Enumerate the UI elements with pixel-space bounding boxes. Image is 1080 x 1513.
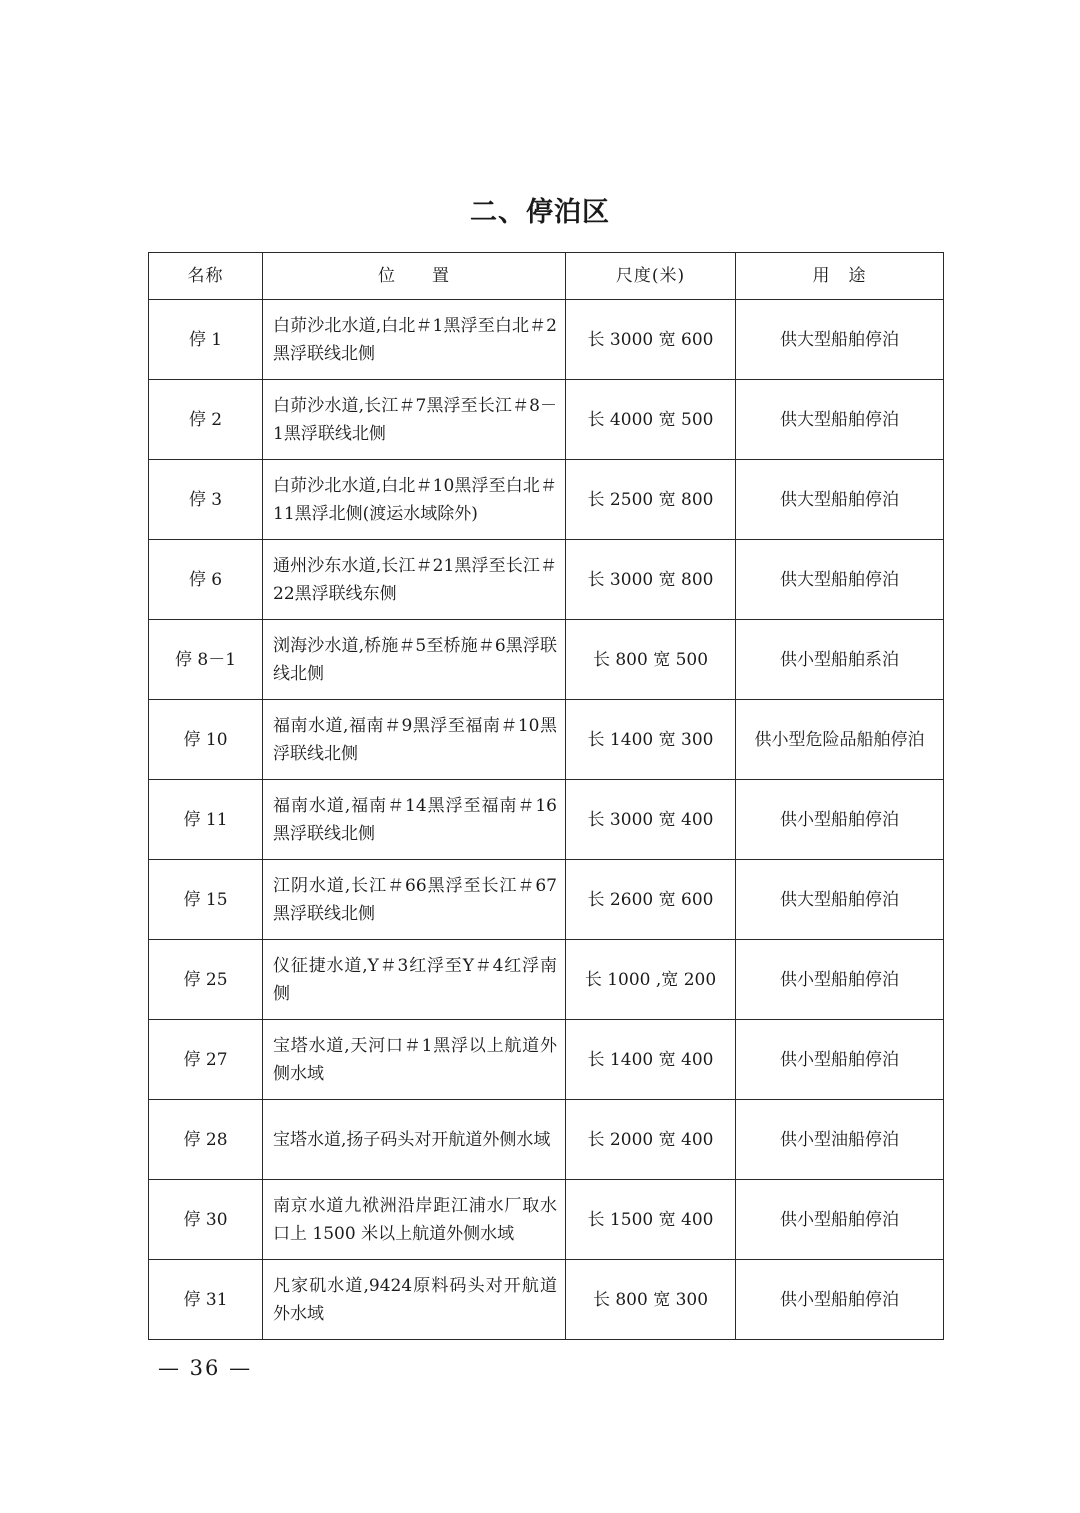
berth-size: 长 800 宽 300 bbox=[566, 1260, 736, 1340]
page-number: — 36 — bbox=[158, 1356, 253, 1380]
berth-position: 凡家矶水道,9424原料码头对开航道外水域 bbox=[263, 1260, 566, 1340]
berth-use: 供小型船舶停泊 bbox=[736, 940, 944, 1020]
berth-size: 长 3000 宽 600 bbox=[566, 300, 736, 380]
berth-name: 停 3 bbox=[149, 460, 263, 540]
berth-use: 供小型船舶停泊 bbox=[736, 1180, 944, 1260]
berth-use: 供小型油船停泊 bbox=[736, 1100, 944, 1180]
berth-size: 长 3000 宽 800 bbox=[566, 540, 736, 620]
berth-area-table bbox=[148, 252, 944, 1340]
header-position: 位 置 bbox=[263, 253, 566, 300]
berth-name: 停 6 bbox=[149, 540, 263, 620]
table-row bbox=[149, 940, 944, 1020]
berth-name: 停 8－1 bbox=[149, 620, 263, 700]
berth-size: 长 2600 宽 600 bbox=[566, 860, 736, 940]
berth-use: 供小型船舶停泊 bbox=[736, 780, 944, 860]
berth-size: 长 1500 宽 400 bbox=[566, 1180, 736, 1260]
berth-size: 长 3000 宽 400 bbox=[566, 780, 736, 860]
berth-size: 长 4000 宽 500 bbox=[566, 380, 736, 460]
berth-position: 江阴水道,长江＃66黑浮至长江＃67黑浮联线北侧 bbox=[263, 860, 566, 940]
berth-use: 供大型船舶停泊 bbox=[736, 540, 944, 620]
berth-name: 停 31 bbox=[149, 1260, 263, 1340]
table-row bbox=[149, 300, 944, 380]
berth-name: 停 30 bbox=[149, 1180, 263, 1260]
berth-name: 停 1 bbox=[149, 300, 263, 380]
berth-name: 停 10 bbox=[149, 700, 263, 780]
table-row bbox=[149, 860, 944, 940]
berth-use: 供大型船舶停泊 bbox=[736, 860, 944, 940]
berth-position: 福南水道,福南＃14黑浮至福南＃16黑浮联线北侧 bbox=[263, 780, 566, 860]
table-row bbox=[149, 380, 944, 460]
berth-size: 长 2500 宽 800 bbox=[566, 460, 736, 540]
berth-use: 供大型船舶停泊 bbox=[736, 460, 944, 540]
berth-size: 长 1400 宽 400 bbox=[566, 1020, 736, 1100]
berth-size: 长 800 宽 500 bbox=[566, 620, 736, 700]
berth-position: 白茆沙北水道,白北＃1黑浮至白北＃2黑浮联线北侧 bbox=[263, 300, 566, 380]
berth-name: 停 27 bbox=[149, 1020, 263, 1100]
berth-use: 供大型船舶停泊 bbox=[736, 300, 944, 380]
berth-use: 供大型船舶停泊 bbox=[736, 380, 944, 460]
berth-position: 宝塔水道,天河口＃1黑浮以上航道外侧水域 bbox=[263, 1020, 566, 1100]
berth-position: 通州沙东水道,长江＃21黑浮至长江＃22黑浮联线东侧 bbox=[263, 540, 566, 620]
table-header-row bbox=[149, 253, 944, 300]
berth-size: 长 1400 宽 300 bbox=[566, 700, 736, 780]
table-row bbox=[149, 1180, 944, 1260]
berth-name: 停 11 bbox=[149, 780, 263, 860]
table-row bbox=[149, 1260, 944, 1340]
table-row bbox=[149, 700, 944, 780]
table-row bbox=[149, 1020, 944, 1100]
table-row bbox=[149, 1100, 944, 1180]
berth-name: 停 2 bbox=[149, 380, 263, 460]
table-row bbox=[149, 780, 944, 860]
table-row bbox=[149, 540, 944, 620]
berth-name: 停 25 bbox=[149, 940, 263, 1020]
berth-name: 停 28 bbox=[149, 1100, 263, 1180]
header-size: 尺度(米) bbox=[566, 253, 736, 300]
table-row bbox=[149, 460, 944, 540]
table-row bbox=[149, 620, 944, 700]
berth-position: 浏海沙水道,桥施＃5至桥施＃6黑浮联线北侧 bbox=[263, 620, 566, 700]
header-use: 用 途 bbox=[736, 253, 944, 300]
berth-name: 停 15 bbox=[149, 860, 263, 940]
page-title: 二、停泊区 bbox=[470, 197, 610, 228]
berth-use: 供小型船舶停泊 bbox=[736, 1020, 944, 1100]
berth-size: 长 2000 宽 400 bbox=[566, 1100, 736, 1180]
berth-position: 白茆沙北水道,白北＃10黑浮至白北＃11黑浮北侧(渡运水域除外) bbox=[263, 460, 566, 540]
berth-size: 长 1000 ,宽 200 bbox=[566, 940, 736, 1020]
berth-use: 供小型船舶系泊 bbox=[736, 620, 944, 700]
berth-position: 宝塔水道,扬子码头对开航道外侧水域 bbox=[263, 1100, 566, 1180]
header-name: 名称 bbox=[149, 253, 263, 300]
berth-position: 南京水道九袱洲沿岸距江浦水厂取水口上 1500 米以上航道外侧水域 bbox=[263, 1180, 566, 1260]
berth-use: 供小型船舶停泊 bbox=[736, 1260, 944, 1340]
berth-position: 白茆沙水道,长江＃7黑浮至长江＃8－1黑浮联线北侧 bbox=[263, 380, 566, 460]
berth-use: 供小型危险品船舶停泊 bbox=[736, 700, 944, 780]
berth-position: 仪征捷水道,Y＃3红浮至Y＃4红浮南侧 bbox=[263, 940, 566, 1020]
berth-position: 福南水道,福南＃9黑浮至福南＃10黑浮联线北侧 bbox=[263, 700, 566, 780]
